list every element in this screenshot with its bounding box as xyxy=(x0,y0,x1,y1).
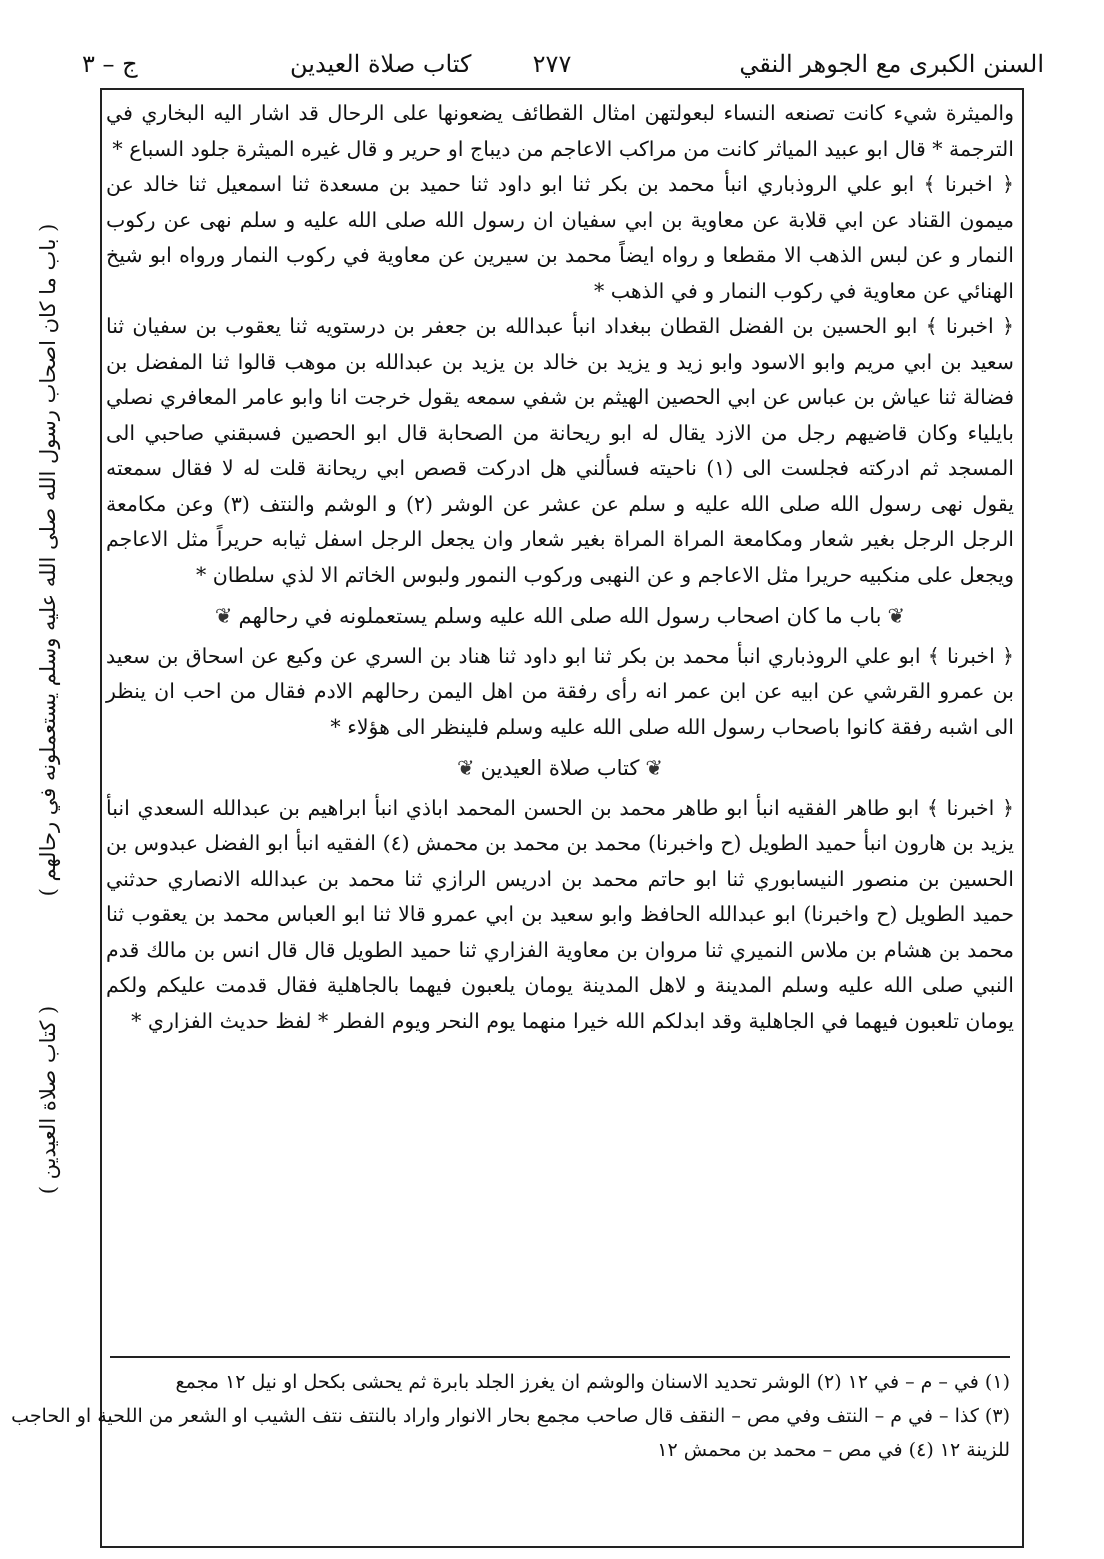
ornament-icon: ❦ xyxy=(214,604,233,628)
ornament-icon: ❦ xyxy=(457,756,475,780)
footnote-line: (١) في – م – في ١٢ (٢) الوشر تحديد الاسنان والوشم ان يغرز الجلد بابرة ثم يحشى بكحل او نيل ١٢ مجمع xyxy=(175,1371,1010,1393)
chapter-title: كتاب صلاة العيدين xyxy=(290,50,472,78)
volume-number: ج – ٣ xyxy=(82,50,138,78)
section-heading xyxy=(106,599,1014,635)
paragraph: والميثرة شيء كانت تصنعه النساء لبعولتهن امثال القطائف يضعونها على الرحال قد اشار اليه البخاري في الترجمة * قال ابو عبيد المياثر كانت من مراكب الاعاجم من ديباج او حرير و قال غيره الميثرة جلود السباع * xyxy=(106,101,1014,161)
book-title: السنن الكبرى مع الجوهر النقي xyxy=(739,50,1044,78)
main-text xyxy=(106,96,1014,1039)
paragraph: ﴿ اخبرنا ﴾ ابو علي الروذباري انبأ محمد بن بكر ثنا ابو داود ثنا حميد بن مسعدة ثنا اسمعيل ثنا خالد عن ميمون القناد عن ابي قلابة عن معاوية بن ابي سفيان ان رسول الله صلى الله عليه و سلم نهى عن ركوب النمار و عن لبس الذهب الا مقطعا و رواه ايضاً محمد بن سيرين عن معاوية في ركوب النمار ورواه ابو شيخ الهنائي عن معاوية في ركوب النمار و في الذهب * xyxy=(106,172,1015,303)
paragraph: ﴿ اخبرنا ﴾ ابو علي الروذباري انبأ محمد بن بكر ثنا ابو داود ثنا هناد بن السري عن وكيع عن اسحاق بن سعيد بن عمرو القرشي عن ابيه عن ابن عمر انه رأى رفقة من اهل اليمن رحالهم الادم فقال من احب ان ينظر الى اشبه رفقة كانوا باصحاب رسول الله صلى الله عليه وسلم فلينظر الى هؤلاء * xyxy=(106,643,1014,739)
footnote-line: للزينة ١٢ (٤) في مص – محمد بن محمش ١٢ xyxy=(657,1439,1010,1461)
ornament-icon: ❦ xyxy=(645,756,663,780)
margin-note-lower xyxy=(18,1000,78,1200)
footnote-line: (٣) كذا – في م – النتف وفي مص – النقف قال صاحب مجمع بحار الانوار واراد بالنتف نتف الشيب او الشعر من اللحية او الحاجب xyxy=(11,1405,1010,1427)
paragraph: ﴿ اخبرنا ﴾ ابو الحسين بن الفضل القطان ببغداد انبأ عبدالله بن جعفر بن درستويه ثنا يعقوب بن سفيان ثنا سعيد بن ابي مريم وابو الاسود وابو زيد و يزيد بن خالد بن يزيد بن عبدالله بن موهب قالوا ثنا المفضل بن فضالة ثنا عياش بن عباس عن ابي الحصين الهيثم بن شفي سمعه يقول خرجت انا وابو عامر المعافري نصلي بايلياء وكان قاضيهم رجل من الازد يقال له ابو ريحانة من الصحابة قال ابو الحصين فسبقني صاحبي الى المسجد ثم ادركته فجلست الى (١) ناحيته فسألني هل ادركت قصص ابي ريحانة قلت له لا فقال سمعته يقول نهى رسول الله صلى الله عليه و سلم عن عشر عن الوشر (٢) و الوشم والنتف (٣) وعن مكامعة الرجل الرجل بغير شعار ومكامعة المراة المراة بغير شعار وان يجعل الرجل اسفل ثيابه حريراً مثل الاعاجم ويجعل على منكبيه حريرا مثل الاعاجم و عن النهبى وركوب النمور ولبوس الخاتم الا لذي سلطان * xyxy=(106,314,1014,587)
book-heading-text: كتاب صلاة العيدين xyxy=(480,756,640,780)
margin-note-upper xyxy=(18,223,78,897)
footnote-divider xyxy=(110,1356,1010,1358)
paragraph: ﴿ اخبرنا ﴾ ابو طاهر الفقيه انبأ ابو طاهر محمد بن الحسن المحمد اباذي انبأ ابراهيم بن عبدالله السعدي انبأ يزيد بن هارون انبأ حميد الطويل (ح واخبرنا) محمد بن محمد بن محمش (٤) الفقيه انبأ ابو الفضل عبدوس بن الحسين بن منصور النيسابوري ثنا ابو حاتم محمد بن ادريس الرازي ثنا محمد بن عبدالله الانصاري حدثني حميد الطويل (ح واخبرنا) ابو عبدالله الحافظ وابو سعيد بن ابي عمرو قالا ثنا ابو العباس محمد بن يعقوب ثنا محمد بن هشام بن ملاس النميري ثنا مروان بن معاوية الفزاري ثنا حميد الطويل قال قال انس بن مالك قدم النبي صلى الله عليه وسلم المدينة و لاهل المدينة يومان يلعبون فيهما بالجاهلية فقال قدمت عليكم ولكم يومان تلعبون فيهما في الجاهلية وقد ابدلكم الله خيرا منهما يوم النحر ويوم الفطر * لفظ حديث الفزاري * xyxy=(106,795,1015,1033)
footnotes xyxy=(11,1365,1010,1467)
book-heading xyxy=(106,751,1014,787)
page-header xyxy=(60,46,1044,86)
page-number: ٢٧٧ xyxy=(532,50,572,78)
ornament-icon: ❦ xyxy=(887,604,906,628)
margin-note-text: ( باب ما كان اصحاب رسول الله صلى الله عليه وسلم يستعملونه في رحالهم ) xyxy=(36,223,60,897)
section-heading-text: باب ما كان اصحاب رسول الله صلى الله عليه وسلم يستعملونه في رحالهم xyxy=(238,604,882,628)
margin-note-text: ( كتاب صلاة العيدين ) xyxy=(36,1005,60,1195)
